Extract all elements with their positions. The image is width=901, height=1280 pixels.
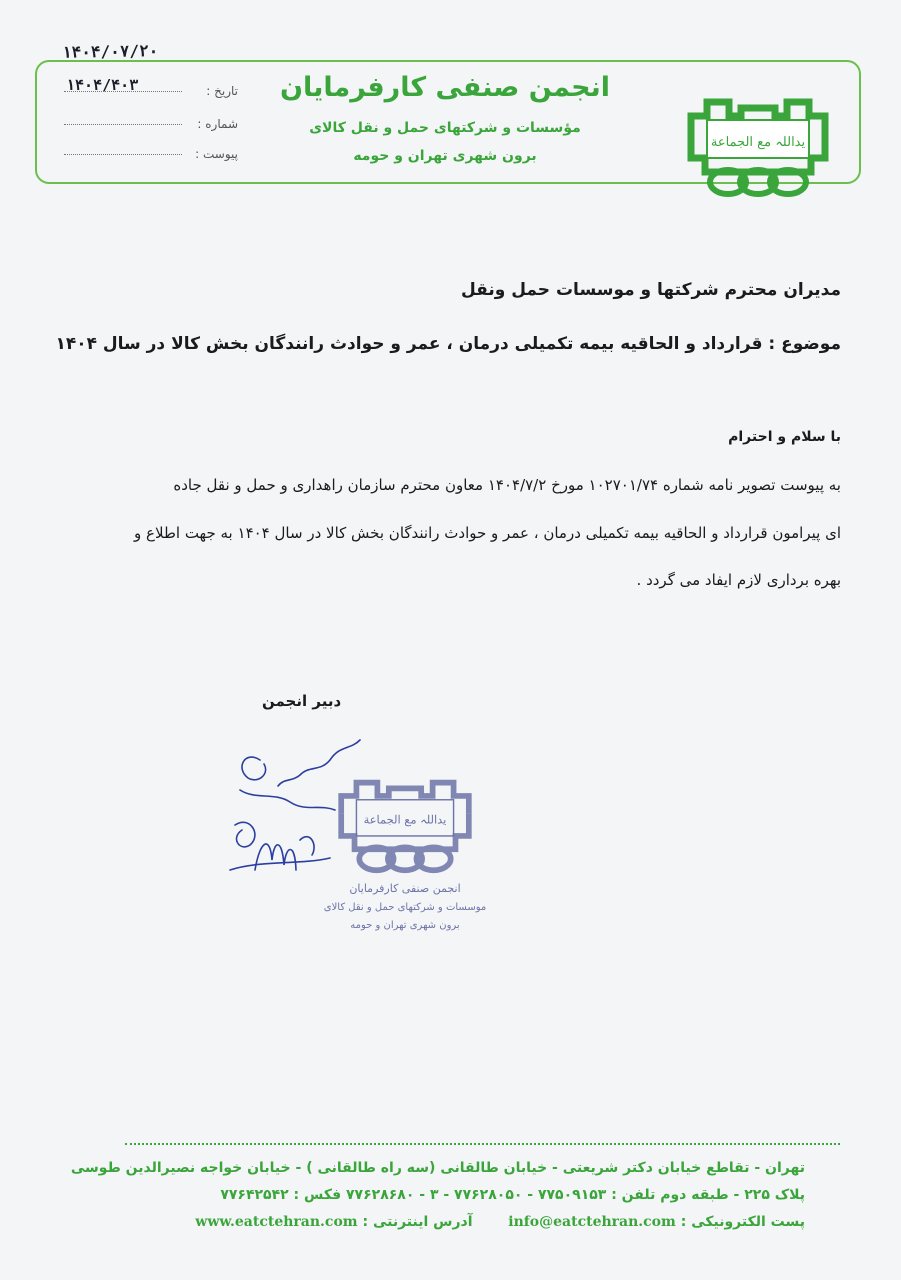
date-field [58, 84, 238, 98]
addressee: مدیران محترم شرکتها و موسسات حمل ونقل [460, 280, 841, 300]
organization-logo-icon [683, 94, 833, 199]
number-field [58, 117, 238, 131]
signer-title: دبیر انجمن [262, 692, 342, 710]
footer-address-line-1: تهران - تقاطع خیابان دکتر شریعتی - خیابان طالقانی (سه راه طالقانی ) - خیابان خواجه نصیرالدین طوسی [70, 1160, 805, 1176]
footer-divider [125, 1143, 840, 1145]
handwritten-reference-number: ۱۴۰۴/۰۷/۲۰ [61, 41, 159, 62]
logo-text: یداللہ مع الجماعة [710, 135, 806, 150]
stamp-line-2: موسسات و شرکتهای حمل و نقل کالای [323, 902, 487, 913]
stamp-line-3: برون شهری تهران و حومه [350, 920, 460, 931]
attachment-field [58, 147, 238, 161]
attachment-label: پیوست : [195, 147, 238, 161]
email-address: info@eatctehran.com [508, 1214, 676, 1230]
organization-subtitle-2: برون شهری تهران و حومه [353, 148, 537, 164]
date-dotted-line [64, 91, 182, 92]
attachment-dotted-line [64, 154, 182, 155]
number-dotted-line [64, 124, 182, 125]
website-address: www.eatctehran.com [195, 1214, 358, 1230]
email-label: پست الکترونیکی : [680, 1214, 805, 1230]
stamp-logo-text: یداللہ مع الجماعة [363, 812, 447, 827]
stamp-line-1: انجمن صنفی کارفرمایان [349, 882, 461, 895]
body-paragraph-line-3: بهره برداری لازم ایفاد می گردد . [636, 571, 841, 589]
number-label: شماره : [197, 117, 238, 131]
footer-address-line-2: پلاک ۲۲۵ - طبقه دوم تلفن : ۷۷۵۰۹۱۵۳ - ۷۷۶۲۸۰۵۰ - ۳ - ۷۷۶۲۸۶۸۰ فکس : ۷۷۶۴۲۵۴۲ [220, 1187, 805, 1203]
body-paragraph-line-2: ای پیرامون قرارداد و الحاقیه بیمه تکمیلی درمان ، عمر و حوادث رانندگان بخش کالا در سال ۱۴۰۴ به جهت اطلاع و [134, 524, 841, 542]
greeting: با سلام و احترام [728, 429, 841, 445]
handwritten-date: ۱۴۰۴/۴۰۳ [66, 76, 139, 94]
organization-title: انجمن صنفی کارفرمایان [280, 72, 610, 103]
body-paragraph-line-1: به پیوست تصویر نامه شماره ۱۰۲۷۰۱/۷۴ مورخ ۱۴۰۴/۷/۲ معاون محترم سازمان راهداری و حمل و نقل جاده [173, 476, 841, 494]
website-label: آدرس اینترنتی : [362, 1214, 473, 1230]
footer-contact-line [195, 1214, 805, 1230]
subject-line: موضوع : قرارداد و الحاقیه بیمه تکمیلی درمان ، عمر و حوادث رانندگان بخش کالا در سال ۱۴۰۴ [55, 334, 841, 354]
organization-stamp-icon [330, 775, 480, 875]
organization-subtitle-1: مؤسسات و شرکتهای حمل و نقل کالای [309, 120, 581, 136]
date-label: تاریخ : [206, 84, 238, 98]
